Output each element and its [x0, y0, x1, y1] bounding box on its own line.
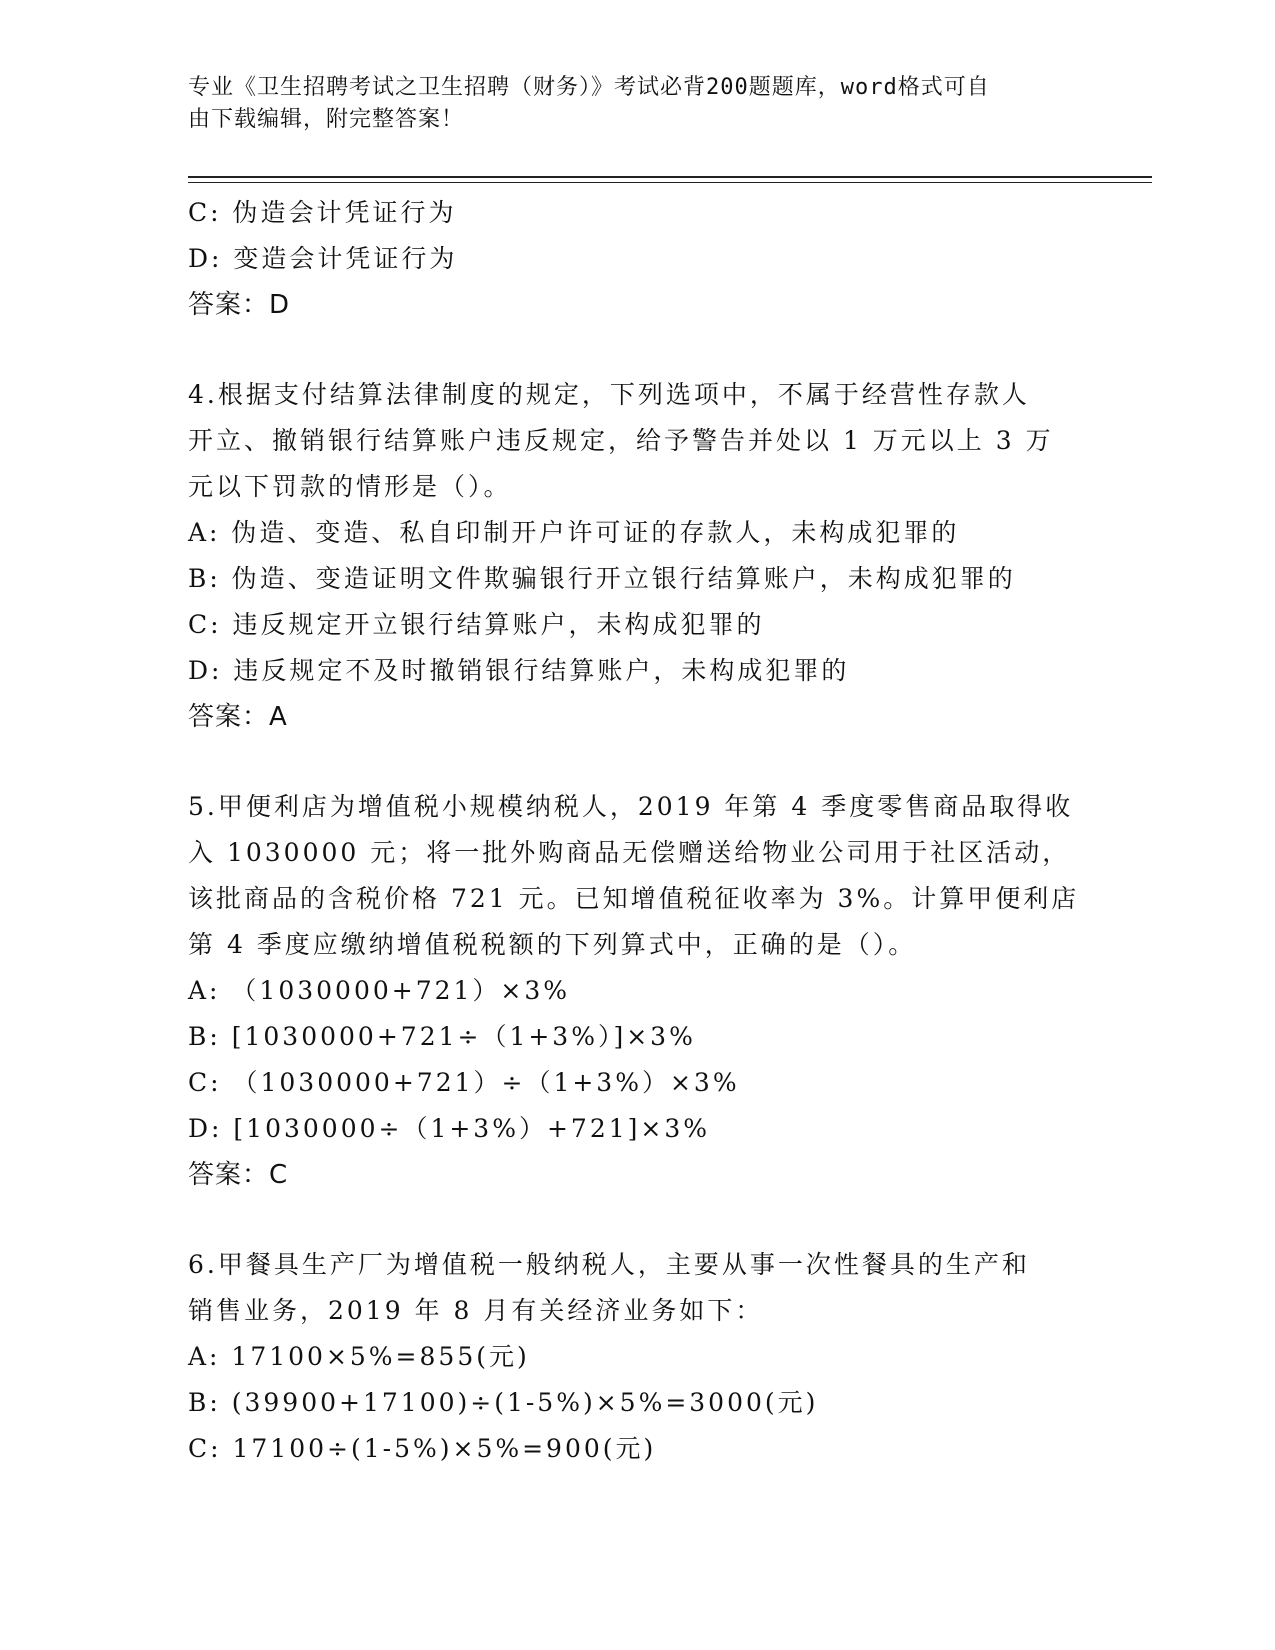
option-c: C: 伪造会计凭证行为	[188, 198, 457, 227]
header-line-1: 专业《卫生招聘考试之卫生招聘（财务）》考试必背200题题库，word格式可自	[188, 75, 990, 100]
question-stem: 入 1030000 元；将一批外购商品无偿赠送给物业公司用于社区活动，	[188, 838, 1071, 867]
question-6	[188, 1242, 1088, 1472]
option-c: C: 违反规定开立银行结算账户，未构成犯罪的	[188, 610, 765, 639]
option-b: B: [1030000+721÷（1+3%）]×3%	[188, 1022, 696, 1051]
option-d: D: [1030000÷（1+3%）+721]×3%	[188, 1114, 710, 1143]
option-d: D: 违反规定不及时撤销银行结算账户，未构成犯罪的	[188, 656, 850, 685]
header-divider	[188, 176, 1152, 178]
question-3	[188, 190, 1088, 328]
question-stem: 6.甲餐具生产厂为增值税一般纳税人，主要从事一次性餐具的生产和	[188, 1250, 1030, 1279]
header-line-2: 由下载编辑，附完整答案！	[188, 107, 465, 132]
option-b: B: (39900+17100)÷(1-5%)×5%=3000(元)	[188, 1388, 819, 1417]
answer: 答案：A	[188, 702, 288, 732]
option-b: B: 伪造、变造证明文件欺骗银行开立银行结算账户，未构成犯罪的	[188, 564, 1016, 593]
header-divider-thin	[188, 182, 1152, 183]
option-a: A: 伪造、变造、私自印制开户许可证的存款人，未构成犯罪的	[188, 518, 960, 547]
option-c: C: 17100÷(1-5%)×5%=900(元)	[188, 1434, 657, 1463]
option-d: D: 变造会计凭证行为	[188, 244, 458, 273]
question-content	[188, 190, 1088, 1472]
question-stem: 第 4 季度应缴纳增值税税额的下列算式中，正确的是（）。	[188, 930, 917, 959]
question-stem: 5.甲便利店为增值税小规模纳税人，2019 年第 4 季度零售商品取得收	[188, 792, 1074, 821]
answer: 答案：C	[188, 1160, 289, 1190]
option-a: A: 17100×5%=855(元)	[188, 1342, 530, 1371]
question-4	[188, 372, 1088, 740]
question-stem: 元以下罚款的情形是（）。	[188, 472, 512, 501]
option-a: A: （1030000+721）×3%	[188, 976, 571, 1005]
question-stem: 该批商品的含税价格 721 元。已知增值税征收率为 3%。计算甲便利店	[188, 884, 1080, 913]
question-5	[188, 784, 1088, 1198]
question-stem: 开立、撤销银行结算账户违反规定，给予警告并处以 1 万元以上 3 万	[188, 426, 1054, 455]
question-stem: 销售业务，2019 年 8 月有关经济业务如下：	[188, 1296, 764, 1325]
question-stem: 4.根据支付结算法律制度的规定，下列选项中，不属于经营性存款人	[188, 380, 1030, 409]
option-c: C: （1030000+721）÷（1+3%）×3%	[188, 1068, 740, 1097]
answer: 答案：D	[188, 290, 291, 320]
document-header	[188, 72, 1078, 136]
